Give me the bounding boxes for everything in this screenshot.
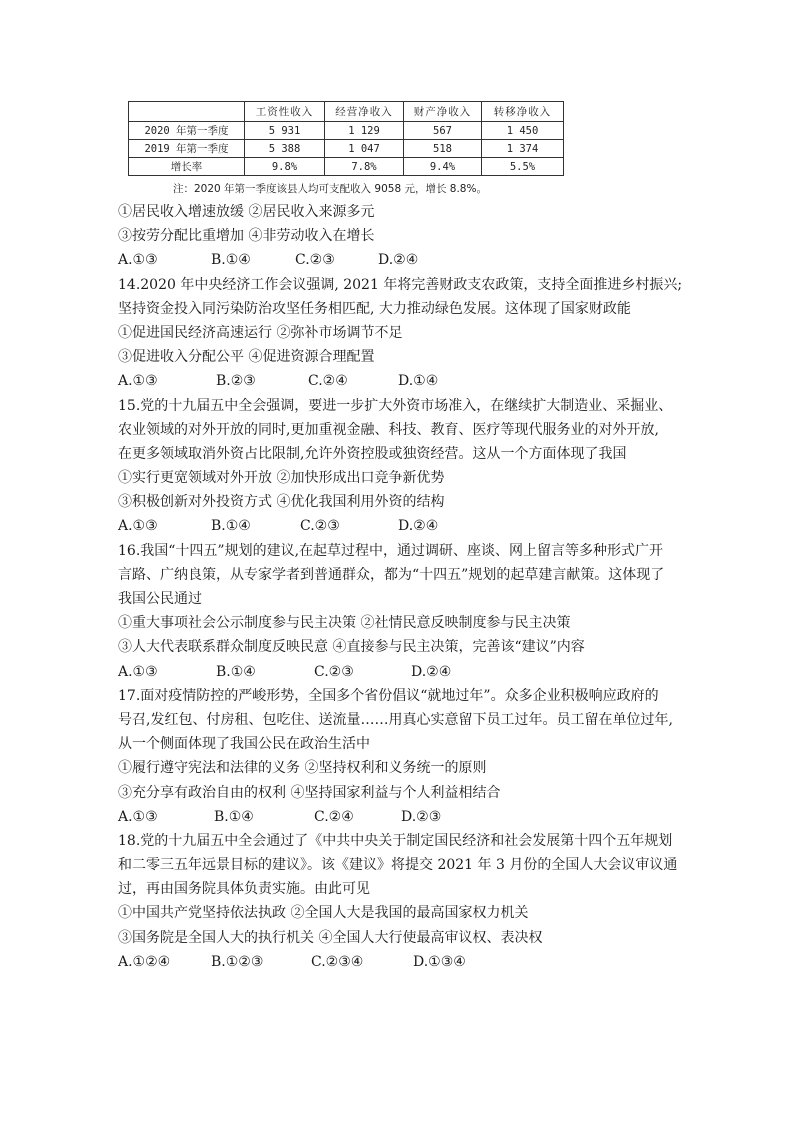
q18-stem-line-1: 18.党的十九届五中全会通过了《中共中央关于制定国民经济和社会发展第十四个五年规划 [118,832,673,849]
table-cell: 7.8% [325,158,404,176]
answer-a: A.①②④ [118,953,171,970]
income-table [128,101,564,176]
q16-stem-line-3: 我国公民通过 [118,591,202,607]
table-header-cell [129,102,245,122]
questions [118,200,688,974]
table-cell: 1 129 [325,122,404,140]
q18-answers [118,950,688,974]
q18-options-line-1: ①中国共产党坚持依法执政 ②全国人大是我国的最高国家权力机关 [118,905,529,922]
table-note: 注：2020 年第一季度该县人均可支配收入 9058 元，增长 8.8%。 [173,183,487,195]
answer-d: D.②④ [398,518,439,535]
q17-stem-line-1: 17.面对疫情防控的严峻形势，全国多个省份倡议“就地过年”。众多企业积极响应政府的 [118,687,659,704]
table-cell: 9.8% [245,158,325,176]
q14-options-line-2: ③促进收入分配公平 ④促进资源合理配置 [118,349,375,366]
answer-a: A.①③ [118,663,158,680]
answer-d: D.①④ [398,373,439,390]
q17-options-line-1: ①履行遵守宪法和法律的义务 ②坚持权利和义务统一的原则 [118,760,487,777]
q14-stem-line-1: 14.2020 年中央经济工作会议强调, 2021 年将完善财政支农政策，支持全面推进乡村振兴; [118,276,683,293]
table-cell: 567 [404,122,482,140]
q18-options-line-2: ③国务院是全国人大的执行机关 ④全国人大行使最高审议权、表决权 [118,929,543,946]
q13-answers [118,248,688,272]
answer-a: A.①③ [118,252,158,269]
q17-stem-line-3: 从一个侧面体现了我国公民在政治生活中 [118,736,370,753]
table-row [129,140,564,158]
table-cell: 1 374 [482,140,564,158]
q14-options-line-1: ①促进国民经济高速运行 ②弥补市场调节不足 [118,324,403,341]
q14-stem-line-2: 坚持资金投入同污染防治攻坚任务相匹配, 大力推动绿色发展。这体现了国家财政能 [118,300,631,317]
table-cell: 5 931 [245,122,325,140]
q17-options-line-2: ③充分享有政治自由的权利 ④坚持国家利益与个人利益相结合 [118,784,501,801]
answer-b: B.①④ [211,252,251,269]
q16-stem-line-2: 言路、广纳良策，从专家学者到普通群众，都为“十四五”规划的起草建言献策。这体现了 [118,566,665,583]
q18-stem-line-3: 过，再由国务院具体负责实施。由此可见 [118,881,370,898]
answer-d: D.②③ [401,808,442,825]
answer-b: B.②③ [216,373,256,390]
answer-c: C.②③ [300,518,340,535]
q15-answers [118,514,688,538]
answer-a: A.①③ [118,518,158,535]
q15-stem-line-2: 农业领域的对外开放的同时,更加重视金融、科技、教育、医疗等现代服务业的对外开放, [118,421,659,438]
answer-a: A.①③ [118,808,158,825]
q16-stem-line-1: 16.我国“十四五”规划的建议,在起草过程中，通过调研、座谈、网上留言等多种形式广开 [118,542,664,559]
answer-c: C.②③ [314,663,354,680]
q15-stem-line-3: 在更多领域取消外资占比限制,允许外资控股或独资经营。这从一个方面体现了我国 [118,445,627,462]
answer-c: C.②③ [295,252,335,269]
table-cell: 2020 年第一季度 [129,122,245,140]
q15-stem-line-1: 15.党的十九届五中全会强调，要进一步扩大外资市场准入，在继续扩大制造业、采掘业、 [118,397,673,414]
table-row [129,158,564,176]
table-cell: 5.5% [482,158,564,176]
answer-d: D.②④ [411,663,452,680]
table-cell: 5 388 [245,140,325,158]
q16-answers [118,660,688,684]
table-header-cell: 转移净收入 [482,102,564,122]
q16-options-line-2: ③人大代表联系群众制度反映民意 ④直接参与民主决策，完善该“建议”内容 [118,639,585,656]
table-cell: 1 450 [482,122,564,140]
answer-c: C.②④ [308,373,348,390]
table-cell: 518 [404,140,482,158]
answer-c: C.②③④ [311,953,364,970]
table-cell: 9.4% [404,158,482,176]
q13-options-line-2: ③按劳分配比重增加 ④非劳动收入在增长 [118,228,375,245]
table-cell: 1 047 [325,140,404,158]
q15-options-line-2: ③积极创新对外投资方式 ④优化我国利用外资的结构 [118,494,445,511]
answer-c: C.②④ [314,808,354,825]
q13-options-line-1: ①居民收入增速放缓 ②居民收入来源多元 [118,204,375,220]
answer-b: B.①④ [214,808,254,825]
table-cell: 2019 年第一季度 [129,140,245,158]
table-cell: 增长率 [129,158,245,176]
q17-answers [118,805,688,829]
q15-options-line-1: ①实行更宽领域对外开放 ②加快形成出口竞争新优势 [118,470,445,487]
answer-d: D.②④ [378,252,419,269]
q17-stem-line-2: 号召,发红包、付房租、包吃住、送流量……用真心实意留下员工过年。员工留在单位过年, [118,711,673,728]
table-header-cell: 工资性收入 [245,102,325,122]
q18-stem-line-2: 和二零三五年远景目标的建议》。该《建议》将提交 2021 年 3 月份的全国人大会议审议通 [118,857,678,874]
table-header-cell: 经营净收入 [325,102,404,122]
answer-d: D.①③④ [413,953,466,970]
q16-options-line-1: ①重大事项社会公示制度参与民主决策 ②社情民意反映制度参与民主决策 [118,615,571,632]
table-header-row [129,102,564,122]
table-row [129,122,564,140]
table-header-cell: 财产净收入 [404,102,482,122]
q14-answers [118,369,688,393]
answer-b: B.①②③ [211,953,264,970]
answer-a: A.①③ [118,373,158,390]
answer-b: B.①④ [211,518,251,535]
answer-b: B.①④ [216,663,256,680]
